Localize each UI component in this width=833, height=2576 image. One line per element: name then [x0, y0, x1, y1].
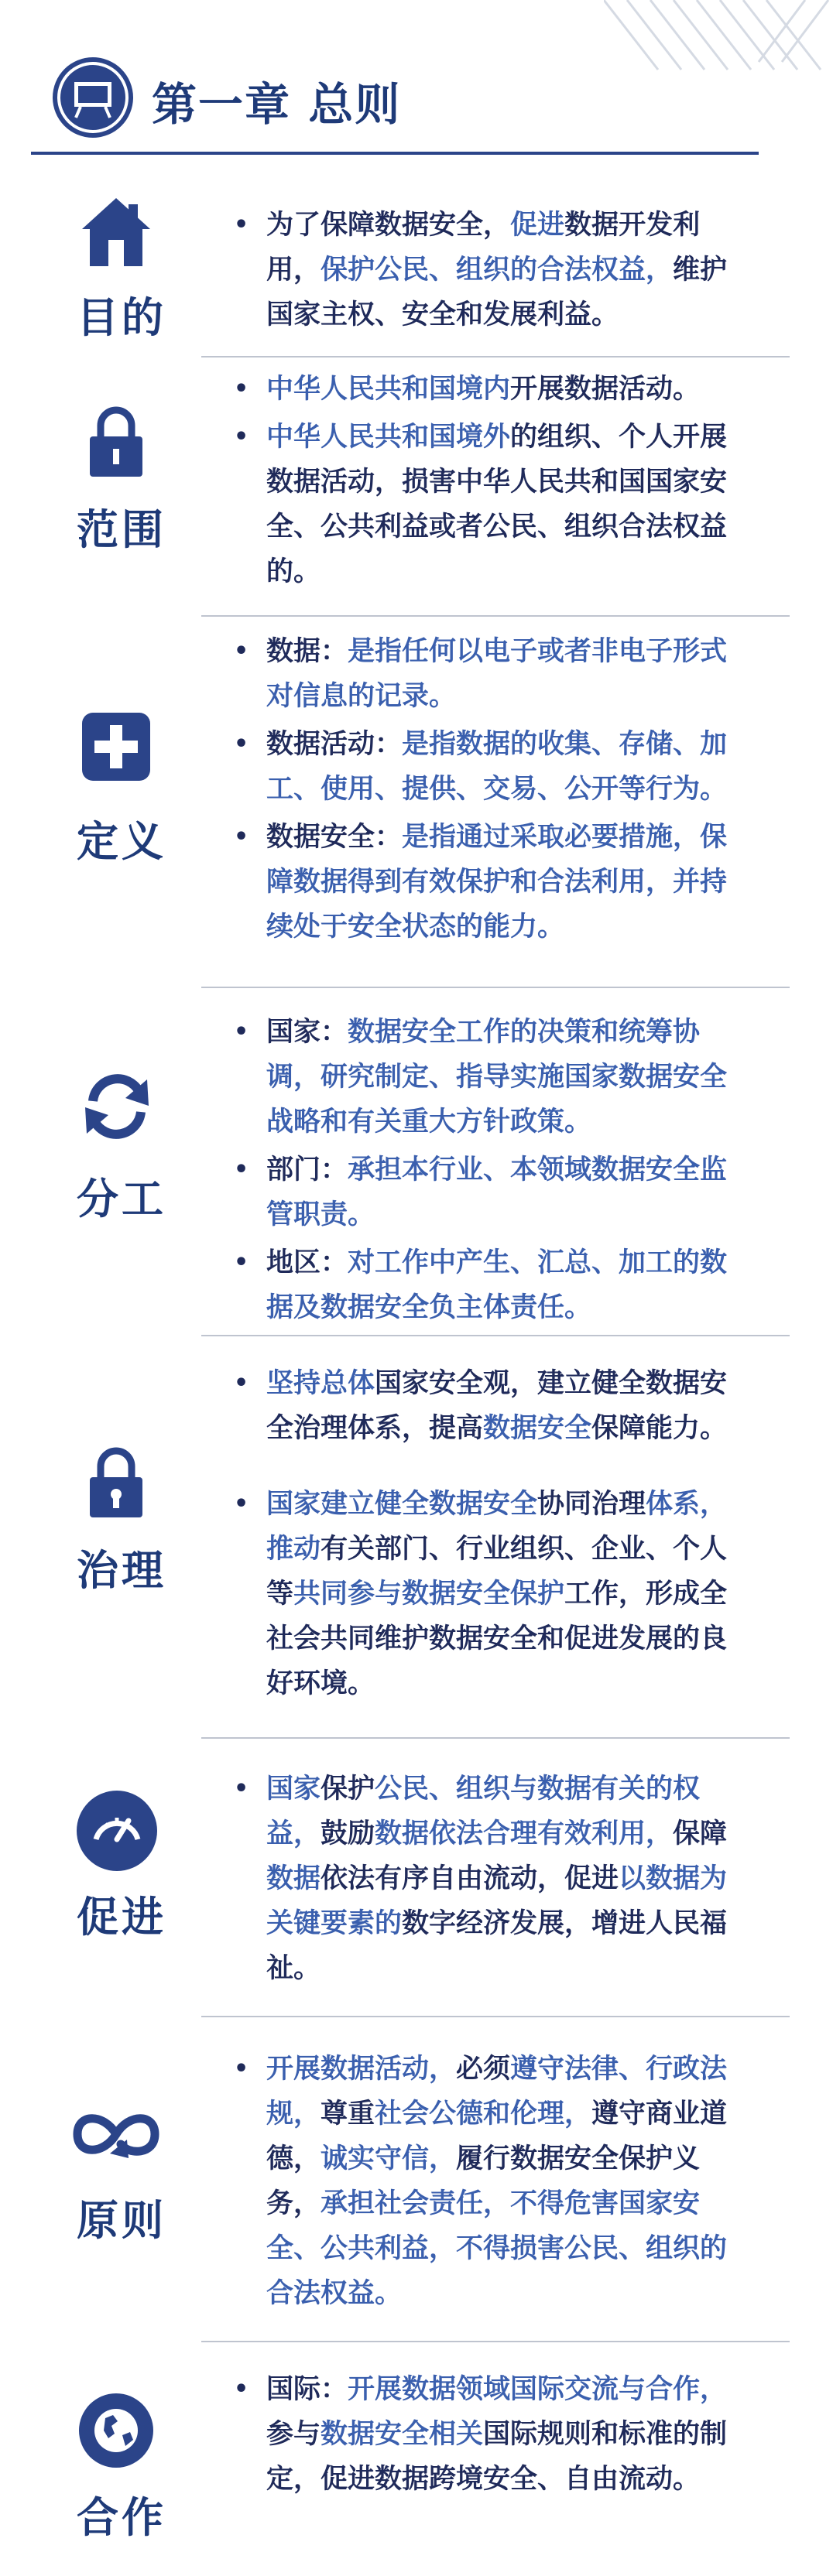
- bullet-text: 有关部门、行业组织、企业、个人等: [266, 1534, 728, 1610]
- section-governance: [0, 1335, 833, 1737]
- bullet-text: 数字经济发展，增进人民福祉。: [266, 1908, 728, 1984]
- highlight-text: 共同参与数据安全保护: [293, 1579, 565, 1610]
- bullet-text: 地区：: [266, 1247, 348, 1278]
- section-label: 分工: [77, 1175, 166, 1223]
- highlight-text: 数据: [266, 1863, 321, 1894]
- bullet-text: 鼓励: [321, 1818, 375, 1849]
- section-divider: [201, 1335, 790, 1336]
- highlight-text: 体系，推动: [266, 1489, 728, 1565]
- highlight-text: 承担社会责任，不得危害国家安全、公共利益，不得损害公民、组织的合法权益。: [266, 2188, 728, 2309]
- highlight-text: 是指通过采取必要措施，保障数据得到有效保护和合法利用，并持续处于安全状态的能力。: [266, 822, 728, 942]
- bullet-text: 维护国家主权、安全和发展利益。: [266, 255, 728, 330]
- bullet-text: 保护: [321, 1774, 375, 1805]
- bullet-item: [232, 629, 728, 719]
- bullet-item: [232, 1148, 728, 1237]
- bullet-item: [232, 367, 728, 412]
- gauge-icon: [74, 1788, 159, 1873]
- globe-icon: [77, 2392, 155, 2469]
- bullet-text: 数据安全: [375, 210, 484, 241]
- bullet-text: 国际规则和标准的制定，促进数据跨境安全、自由流动。: [266, 2419, 728, 2495]
- bullet-text: 数据安全：: [266, 822, 403, 853]
- highlight-text: 国家建立健全数据安全: [266, 1489, 538, 1520]
- section-label: 合作: [77, 2493, 166, 2542]
- bullet-text: 保障能力。: [591, 1413, 728, 1444]
- bullet-text: 必须: [456, 2054, 511, 2085]
- section-label: 目的: [77, 293, 166, 342]
- bullet-item: [232, 722, 728, 812]
- section-label: 范围: [77, 505, 166, 554]
- bullet-item: [232, 815, 728, 949]
- bullet-text: 保障: [673, 1818, 728, 1849]
- bullet-item: [232, 1010, 728, 1144]
- highlight-text: 中华人民共和国境外: [266, 422, 511, 453]
- section-items: [232, 2367, 728, 2502]
- highlight-text: 数据安全工作的决策和统筹协调，研究制定、指导实施国家数据安全战略和有关重大方针政策。: [266, 1017, 728, 1137]
- section-divider: [201, 356, 790, 357]
- highlight-text: 中华人民共和国境内: [266, 374, 511, 405]
- highlight-text: 是指数据的收集、存储、加工、使用、提供、交易、公开等行为。: [266, 729, 728, 805]
- section-items: [232, 629, 728, 949]
- bullet-item: [232, 2047, 728, 2316]
- section-divider: [201, 615, 790, 617]
- highlight-text: 数据安全: [483, 1413, 592, 1444]
- section-divider: [201, 1737, 790, 1739]
- highlight-text: 数据依法合理有效利用，: [375, 1818, 674, 1849]
- highlight-text: 以数据为关键要素的: [266, 1863, 728, 1939]
- section-items: [232, 1767, 728, 1991]
- lock-icon: [77, 402, 155, 480]
- bullet-item: [232, 1361, 728, 1451]
- section-scope: [0, 356, 833, 615]
- section-divider: [201, 2016, 790, 2017]
- highlight-text: 开展数据活动，: [266, 2054, 457, 2085]
- highlight-text: 保护公民、组织的合法权益，: [321, 255, 674, 286]
- section-items: [232, 2047, 728, 2316]
- section-promotion: [0, 1737, 833, 2016]
- section-label: 促进: [77, 1893, 166, 1941]
- bullet-text: 协同治理: [537, 1489, 646, 1520]
- highlight-text: 坚持总体: [266, 1368, 375, 1399]
- section-items: [232, 367, 728, 594]
- bullet-text: 工作，形成全社会共同维护数据安全和促进发展的良好环境。: [266, 1579, 728, 1699]
- bullet-text: 国际：: [266, 2374, 348, 2405]
- bullet-text: 国家安全观，建立健全数据安全治理体系，提高: [266, 1368, 728, 1444]
- highlight-text: 是指任何以电子或者非电子形式对信息的记录。: [266, 636, 728, 712]
- section-label: 原则: [77, 2196, 166, 2245]
- bullet-text: 数据：: [266, 636, 348, 667]
- bullet-text: ，: [483, 210, 511, 241]
- section-division: [0, 987, 833, 1335]
- highlight-text: 数据安全相关: [321, 2419, 484, 2450]
- highlight-text: 承担本行业、本领域数据安全监管职责。: [266, 1155, 728, 1230]
- bullet-text: 的组织、个人开展数据活动，损害中华人民共和国国家安全、公共利益或者公民、组织合法权益的。: [266, 422, 728, 587]
- section-cooperation: [0, 2341, 833, 2576]
- section-label: 定义: [77, 817, 166, 866]
- section-label: 治理: [77, 1546, 166, 1595]
- highlight-text: 社会公德和伦理，: [375, 2099, 592, 2130]
- bullet-text: 数据活动：: [266, 729, 403, 760]
- highlight-text: 遵守法律、行政法规，: [266, 2054, 728, 2130]
- highlight-text: 对工作中产生、汇总、加工的数据及数据安全负主体责任。: [266, 1247, 728, 1323]
- refresh-icon: [74, 1064, 159, 1149]
- bullet-text: 部门：: [266, 1155, 348, 1185]
- bullet-text: 为了保障: [266, 210, 375, 241]
- bullet-text: 遵守商业道德，: [266, 2099, 728, 2174]
- bullet-item: [232, 1767, 728, 1991]
- section-divider: [201, 987, 790, 988]
- highlight-text: 国家: [266, 1774, 321, 1805]
- bullet-item: [232, 1240, 728, 1330]
- section-items: [232, 1010, 728, 1330]
- section-items: [232, 1361, 728, 1706]
- highlight-text: 促进: [510, 210, 565, 241]
- highlight-text: 公民、组织与数据有关的权益，: [266, 1774, 701, 1849]
- bullet-item: [232, 1482, 728, 1706]
- chapter-header: [0, 0, 833, 155]
- plus-icon: [77, 708, 155, 785]
- section-divider: [201, 2341, 790, 2342]
- bullet-item: [232, 415, 728, 594]
- section-purpose: [0, 155, 833, 356]
- section-items: [232, 203, 728, 337]
- bullet-text: 数据开发利用，: [266, 210, 701, 286]
- padlock-icon: [77, 1443, 155, 1521]
- bullet-text: 履行数据安全保护义务，: [266, 2143, 701, 2219]
- section-principle: [0, 2016, 833, 2341]
- highlight-text: 开展数据领域国际交流与合作，: [348, 2374, 728, 2405]
- bullet-text: 尊重: [321, 2099, 375, 2130]
- infinity-loop-icon: [70, 2099, 163, 2169]
- bullet-item: [232, 2367, 728, 2502]
- presentation-board-icon: [53, 57, 133, 138]
- section-definition: [0, 615, 833, 987]
- highlight-text: 诚实守信，: [321, 2143, 457, 2174]
- chapter-title: 第一章 总则: [152, 78, 402, 131]
- bullet-item: [232, 203, 728, 337]
- bullet-text: 参与: [266, 2419, 321, 2450]
- house-icon: [77, 193, 155, 271]
- bullet-text: 开展数据活动。: [510, 374, 701, 405]
- bullet-text: 国家：: [266, 1017, 348, 1048]
- bullet-text: 依法有序自由流动，促进: [321, 1863, 619, 1894]
